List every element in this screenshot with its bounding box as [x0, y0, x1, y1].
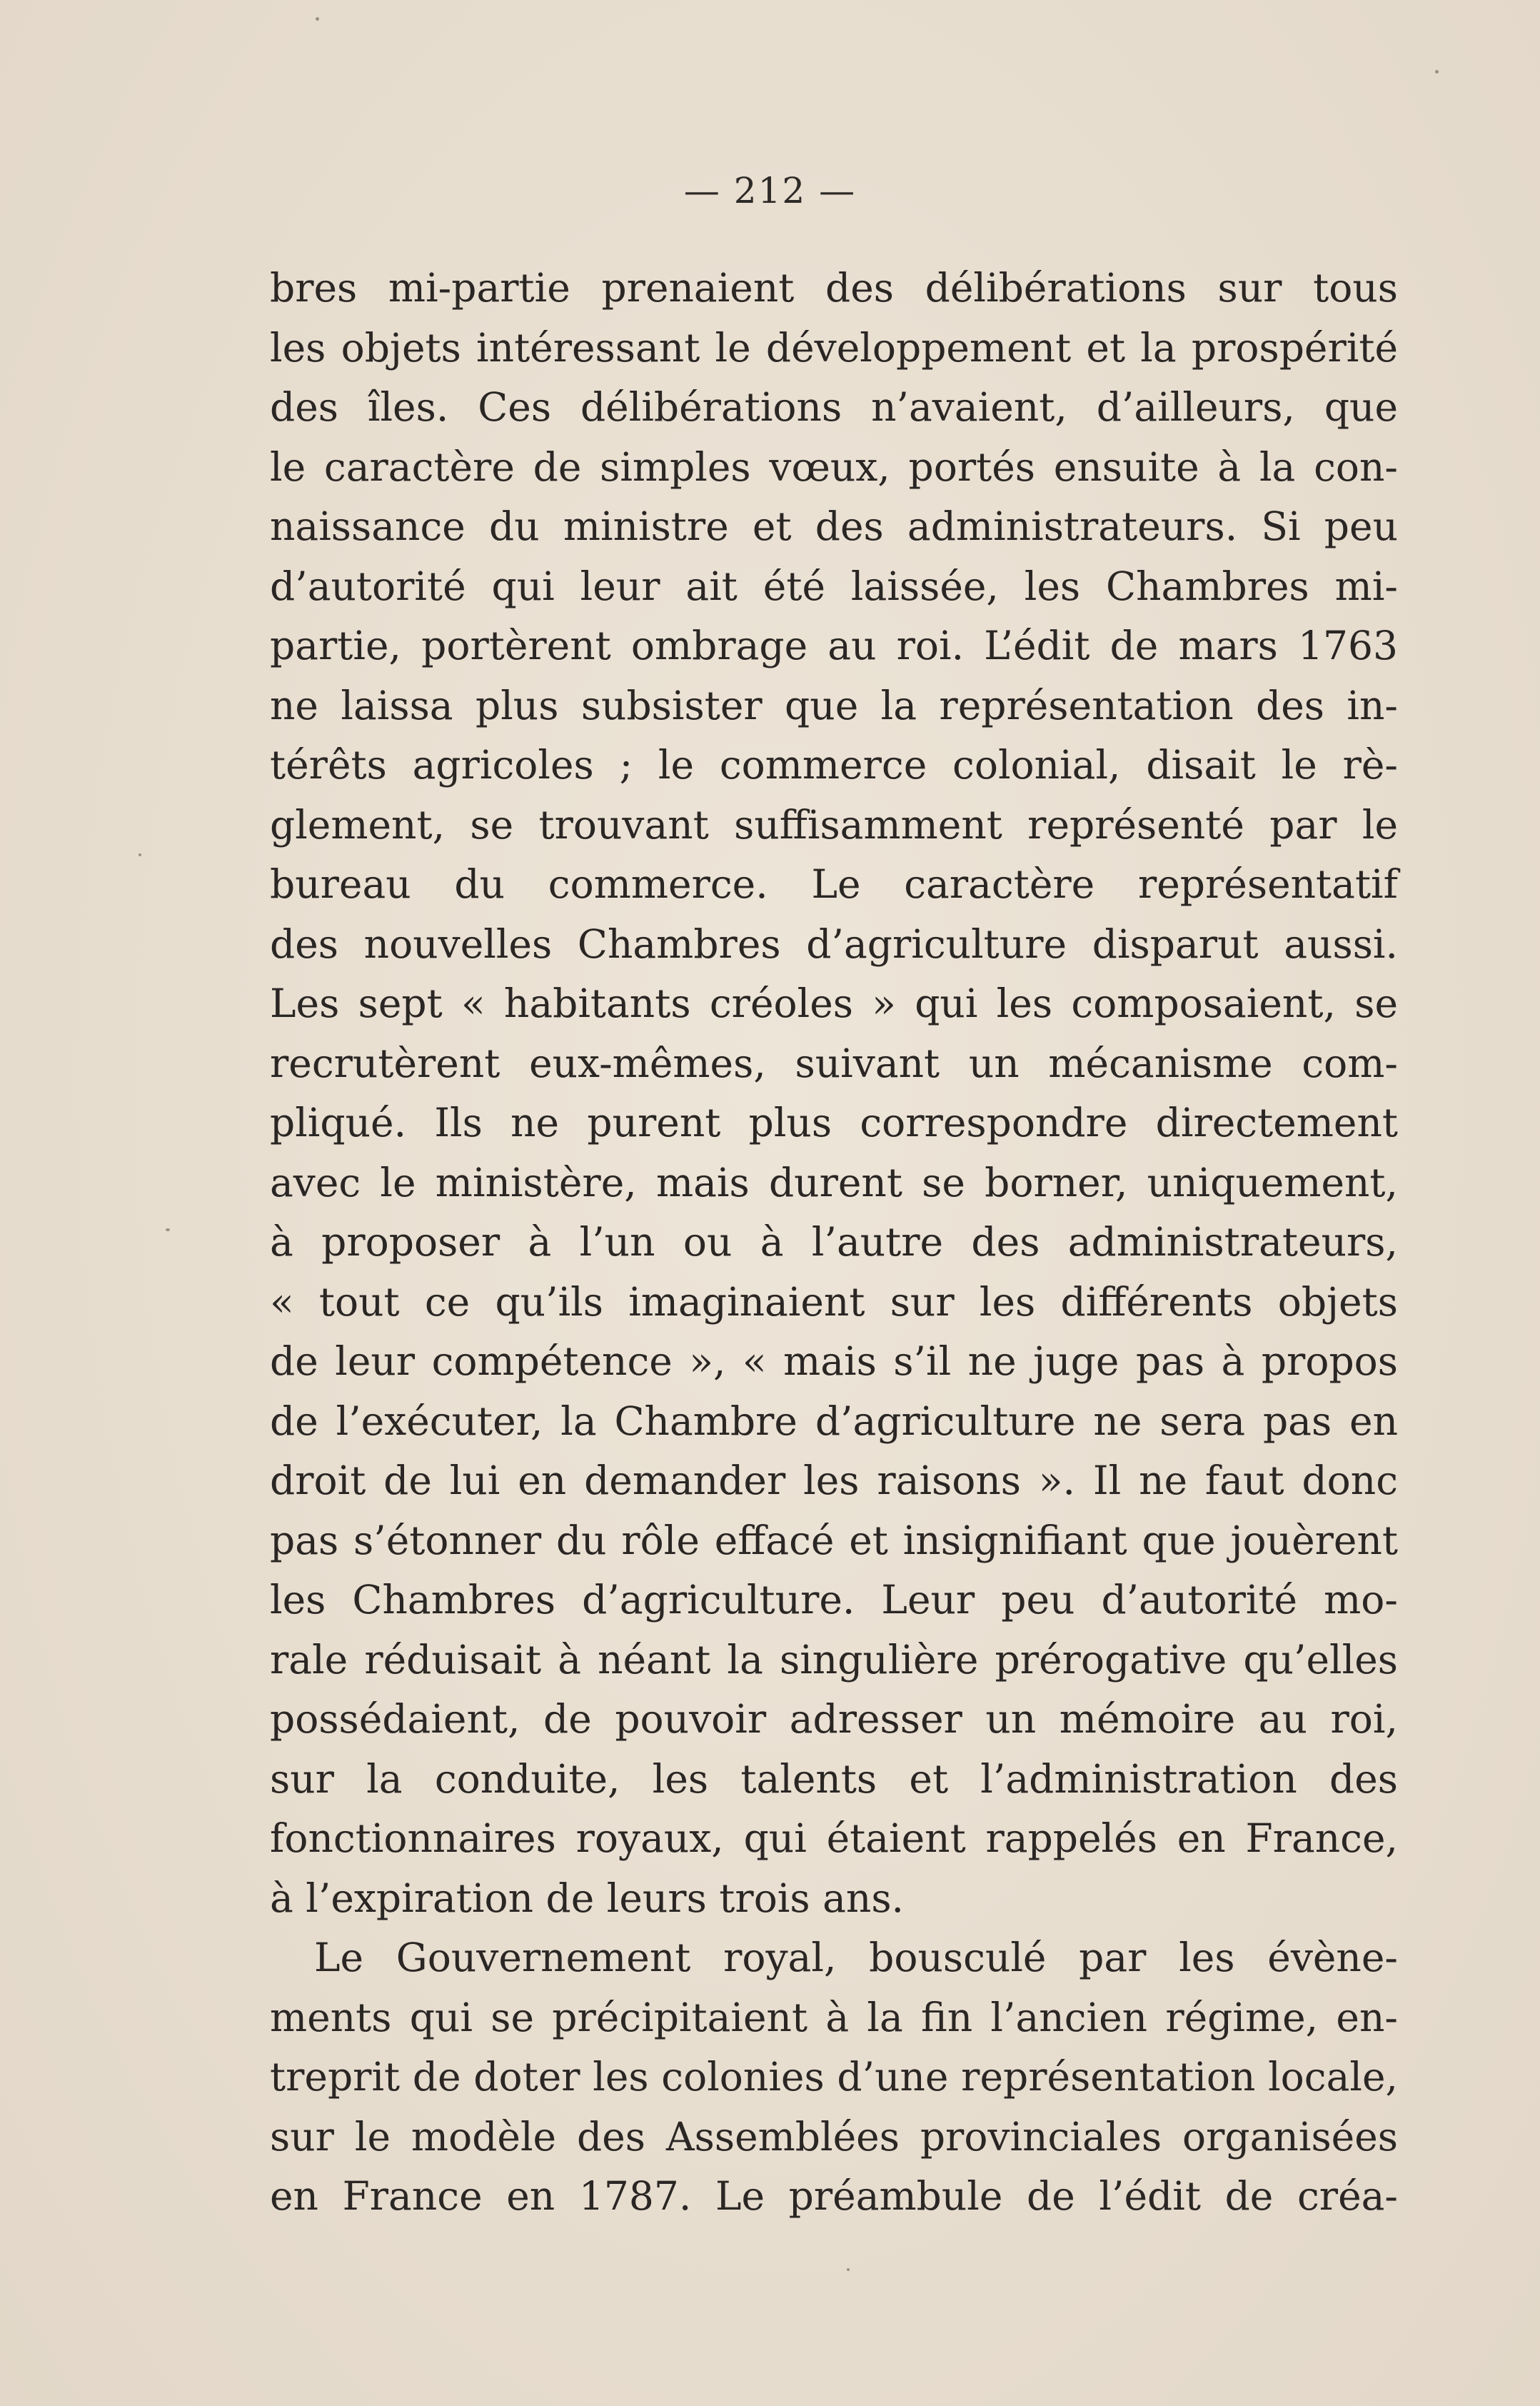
text-line: treprit de doter les colonies d’une représentation locale,	[270, 2054, 1398, 2100]
text-line: bres mi-partie prenaient des délibérations sur tous	[270, 265, 1398, 311]
text-line: droit de lui en demander les raisons ». Il ne faut donc	[270, 1458, 1398, 1503]
text-line: naissance du ministre et des administrateurs. Si peu	[270, 503, 1398, 549]
text-line: de l’exécuter, la Chambre d’agriculture ne sera pas en	[270, 1398, 1398, 1444]
text-line: d’autorité qui leur ait été laissée, les Chambres mi-	[270, 563, 1398, 609]
text-line: de leur compétence », « mais s’il ne juge pas à propos	[270, 1338, 1398, 1384]
text-line: partie, portèrent ombrage au roi. L’édit de mars 1763	[270, 623, 1398, 668]
text-line: à l’expiration de leurs trois ans.	[270, 1875, 905, 1921]
text-line: possédaient, de pouvoir adresser un mémoire au roi,	[270, 1696, 1398, 1742]
text-line: pas s’étonner du rôle effacé et insignifiant que jouèrent	[270, 1517, 1398, 1563]
text-line: ne laissa plus subsister que la représentation des in-	[270, 682, 1398, 728]
paper-speck	[166, 1228, 170, 1231]
text-line: à proposer à l’un ou à l’autre des administrateurs,	[270, 1219, 1398, 1265]
text-line: pliqué. Ils ne purent plus correspondre directement	[270, 1100, 1398, 1146]
text-line: avec le ministère, mais durent se borner, uniquement,	[270, 1159, 1398, 1205]
paper-speck	[316, 17, 319, 21]
text-line: les objets intéressant le développement et la prospérité	[270, 324, 1398, 371]
text-line: des nouvelles Chambres d’agriculture disparut aussi.	[270, 921, 1398, 967]
text-line: sur la conduite, les talents et l’administration des	[270, 1755, 1398, 1802]
text-line: rale réduisait à néant la singulière prérogative qu’elles	[270, 1636, 1398, 1683]
text-line: térêts agricoles ; le commerce colonial, disait le rè-	[270, 742, 1398, 788]
paper-speck	[1435, 70, 1439, 74]
text-line: en France en 1787. Le préambule de l’édit de créa-	[270, 2173, 1398, 2219]
text-line: glement, se trouvant suffisamment représenté par le	[270, 801, 1398, 848]
paper-speck	[847, 2268, 850, 2271]
text-line: « tout ce qu’ils imaginaient sur les différents objets	[270, 1278, 1398, 1325]
body-text	[270, 259, 1398, 2227]
text-line: recrutèrent eux-mêmes, suivant un mécanisme com-	[270, 1040, 1398, 1086]
text-line: des îles. Ces délibérations n’avaient, d’ailleurs, que	[270, 384, 1398, 430]
text-line: les Chambres d’agriculture. Leur peu d’autorité mo-	[270, 1577, 1398, 1623]
text-line: le caractère de simples vœux, portés ensuite à la con-	[270, 443, 1398, 490]
text-line: ments qui se précipitaient à la fin l’ancien régime, en-	[270, 1994, 1398, 2040]
paper-speck	[139, 853, 141, 856]
page-number: — 212 —	[683, 170, 857, 211]
text-line: Le Gouvernement royal, bousculé par les évène-	[314, 1935, 1398, 1980]
text-line: fonctionnaires royaux, qui étaient rappelés en France,	[270, 1815, 1398, 1861]
text-line: bureau du commerce. Le caractère représentatif	[270, 861, 1398, 907]
text-line: Les sept « habitants créoles » qui les composaient, se	[270, 981, 1398, 1026]
text-line: sur le modèle des Assemblées provinciales organisées	[270, 2113, 1398, 2160]
